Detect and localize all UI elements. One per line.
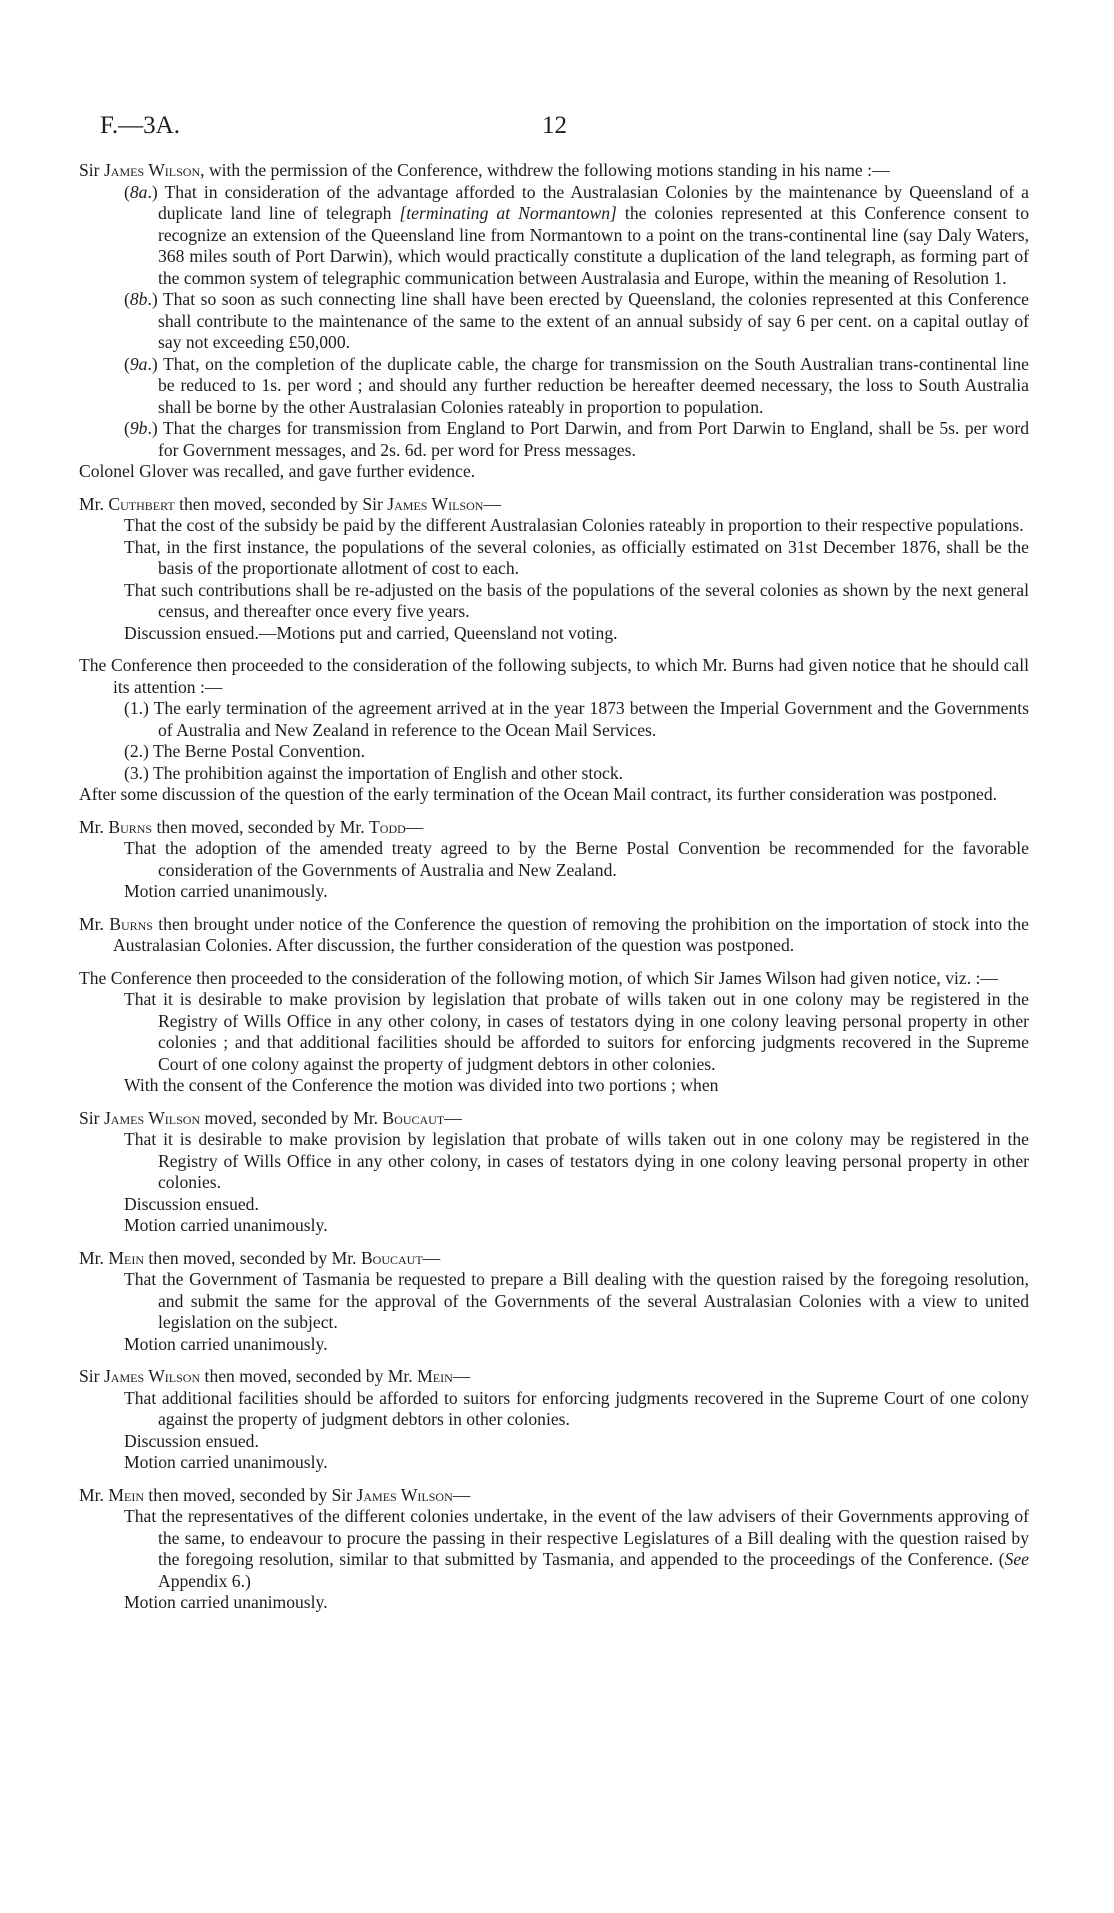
italic-text: [terminating at Normantown]: [399, 203, 617, 223]
text-run: then moved, seconded by Mr.: [152, 816, 370, 837]
text-run: moved, seconded by Mr.: [200, 1107, 383, 1128]
text-run: .) That, on the completion of the duplicate cable, the charge for transmission on the South Australian trans-continental line be reduced to 1s. per word ; and should any further reduction be hereafter deemed necessary, the loss to South Australia shall be borne by the other Australasian Colonies rateably in proportion to population.: [147, 353, 1029, 417]
paragraph: [79, 817, 1029, 839]
text-run: (: [124, 353, 130, 374]
paragraph: [79, 515, 1029, 537]
paragraph: [79, 1366, 1029, 1388]
document-reference: F.—3A.: [100, 112, 180, 139]
speaker-name: Mein: [417, 1366, 453, 1386]
paragraph: [79, 537, 1029, 580]
paragraph: [79, 1129, 1029, 1194]
paragraph: [79, 655, 1029, 698]
text-run: then moved, seconded by Mr.: [200, 1366, 418, 1386]
paragraph: [79, 182, 1029, 290]
text-run: That additional facilities should be afforded to suitors for enforcing judgments recovered in the Supreme Court of one colony against the property of judgment debtors in other colonies.: [124, 1387, 1029, 1429]
speaker-name: James Wilson: [356, 1484, 453, 1505]
text-run: .) That in consideration of the advantage afforded to the Australasian Colonies by the maintenance by Queensland of a duplicate land line of telegraph: [147, 181, 1029, 223]
text-run: Colonel Glover was recalled, and gave further evidence.: [79, 461, 476, 481]
speaker-name: James Wilson: [103, 160, 201, 180]
paragraph: [79, 1431, 1029, 1453]
paragraph: [79, 968, 1029, 990]
text-run: —: [422, 1247, 441, 1268]
speaker-name: James Wilson: [103, 1107, 201, 1128]
text-run: That it is desirable to make provision by legislation that probate of wills taken out in one colony may be registered in the Registry of Wills Office in any other colony, in cases of testators dying in one colony leaving personal property in other colonies ; and that additional facilities should be afforded to suitors for enforcing judgments recovered in the Supreme Court of one colony against the property of judgment debtors in other colonies.: [124, 989, 1029, 1074]
text-run: That the Government of Tasmania be requested to prepare a Bill dealing with the question raised by the foregoing resolution, and submit the same for the approval of the Governments of the several Australasian Colonies with a view to united legislation on the subject.: [124, 1269, 1029, 1332]
speaker-name: James Wilson: [387, 493, 484, 514]
text-run: The Conference then proceeded to the consideration of the following subjects, to which Mr. Burns had given notice that he should call its attention :—: [79, 655, 1029, 697]
text-run: That, in the first instance, the populations of the several colonies, as officially estimated on 31st December 1876, shall be the basis of the proportionate allotment of cost to each.: [124, 536, 1029, 578]
text-run: Sir: [79, 1107, 104, 1128]
text-run: —: [405, 816, 424, 837]
text-run: then moved, seconded by Mr.: [143, 1247, 361, 1268]
paragraph: [79, 623, 1029, 645]
text-run: That it is desirable to make provision by legislation that probate of wills taken out in one colony may be registered in the Registry of Wills Office in any other colony, in cases of testators dying in one colony leaving personal property in other colonies.: [124, 1129, 1029, 1192]
paragraph: [79, 1194, 1029, 1216]
text-run: Motion carried unanimously.: [124, 1592, 328, 1612]
paragraph: [79, 580, 1029, 623]
text-run: .) That so soon as such connecting line shall have been erected by Queensland, the colonies represented at this Conference shall contribute to the maintenance of the same to the extent of an annual subsidy of say 6 per cent. on a capital outlay of say not exceeding £50,000.: [147, 289, 1029, 352]
paragraph: [79, 763, 1029, 785]
text-run: Motion carried unanimously.: [124, 881, 328, 901]
text-run: Motion carried unanimously.: [124, 1452, 328, 1472]
text-run: Mr.: [79, 493, 109, 514]
paragraph: [79, 1452, 1029, 1474]
italic-text: 8a: [129, 181, 148, 202]
speaker-name: Mein: [108, 1484, 144, 1505]
paragraph: [79, 881, 1029, 903]
text-run: then moved, seconded by Sir: [143, 1484, 357, 1505]
speaker-name: Mein: [108, 1247, 144, 1268]
paragraph: [79, 160, 1029, 182]
paragraph: [79, 1215, 1029, 1237]
page-number: 12: [542, 112, 567, 139]
text-run: —: [444, 1107, 462, 1128]
text-run: With the consent of the Conference the motion was divided into two portions ; when: [124, 1075, 719, 1095]
paragraph: [79, 784, 1029, 806]
text-run: That the cost of the subsidy be paid by the different Australasian Colonies rateably in proportion to their respective populations.: [124, 515, 1024, 535]
speaker-name: James Wilson: [103, 1366, 201, 1386]
paragraph: [79, 1506, 1029, 1592]
text-run: (3.) The prohibition against the importation of English and other stock.: [124, 762, 624, 783]
paragraph: [79, 1248, 1029, 1270]
paragraph: [79, 914, 1029, 957]
speaker-name: Todd: [369, 816, 406, 837]
document-body: [79, 160, 1029, 1614]
text-run: Discussion ensued.—Motions put and carried, Queensland not voting.: [124, 622, 618, 643]
italic-text: 9a: [129, 353, 148, 374]
text-run: Motion carried unanimously.: [124, 1333, 328, 1354]
text-run: Motion carried unanimously.: [124, 1215, 328, 1235]
text-run: Appendix 6.): [158, 1570, 251, 1591]
paragraph: [79, 1334, 1029, 1356]
speaker-name: Cuthbert: [108, 493, 175, 514]
paragraph: [79, 354, 1029, 419]
text-run: Mr.: [79, 816, 109, 837]
paragraph: [79, 494, 1029, 516]
paragraph: [79, 741, 1029, 763]
text-run: (: [124, 181, 130, 202]
text-run: (2.) The Berne Postal Convention.: [124, 741, 366, 761]
text-run: then brought under notice of the Conference the question of removing the prohibition on the importation of stock into the Australasian Colonies. After discussion, the further consideration of the question was postponed.: [113, 913, 1029, 955]
text-run: Discussion ensued.: [124, 1193, 259, 1214]
text-run: .) That the charges for transmission from England to Port Darwin, and from Port Darwin to England, shall be 5s. per word for Government messages, and 2s. 6d. per word for Press messages.: [147, 418, 1029, 460]
paragraph: [79, 1108, 1029, 1130]
text-run: That such contributions shall be re-adjusted on the basis of the populations of the several colonies as shown by the next general census, and thereafter once every five years.: [124, 579, 1029, 621]
paragraph: [79, 1269, 1029, 1334]
paragraph: [79, 698, 1029, 741]
speaker-name: Boucaut: [360, 1247, 423, 1268]
text-run: (: [124, 289, 130, 309]
text-run: Sir: [79, 160, 104, 180]
italic-text: See: [1004, 1549, 1029, 1569]
paragraph: [79, 1592, 1029, 1614]
paragraph: [79, 1388, 1029, 1431]
italic-text: 9b: [129, 418, 148, 438]
paragraph: [79, 989, 1029, 1075]
paragraph: [79, 1485, 1029, 1507]
speaker-name: Burns: [109, 913, 153, 934]
text-run: Discussion ensued.: [124, 1430, 259, 1451]
text-run: After some discussion of the question of the early termination of the Ocean Mail contract, its further consideration was postponed.: [79, 784, 998, 804]
text-run: —: [452, 1366, 471, 1386]
paragraph: [79, 418, 1029, 461]
paragraph: [79, 461, 1029, 483]
text-run: Sir: [79, 1366, 104, 1386]
text-run: (1.) The early termination of the agreement arrived at in the year 1873 between the Imperial Government and the Governments of Australia and New Zealand in reference to the Ocean Mail Services.: [124, 698, 1029, 740]
text-run: Mr.: [79, 1247, 109, 1268]
italic-text: 8b: [129, 289, 148, 309]
text-run: Mr.: [79, 913, 110, 934]
text-run: That the representatives of the different colonies undertake, in the event of the law advisers of their Governments approving of the same, to endeavour to procure the passing in their respective Legislatures of a Bill dealing with the question raised by the foregoing resolution, similar to that submitted by Tasmania, and appended to the proceedings of the Conference. (: [124, 1506, 1029, 1569]
paragraph: [79, 289, 1029, 354]
text-run: then moved, seconded by Sir: [174, 493, 388, 514]
speaker-name: Boucaut: [382, 1107, 445, 1128]
text-run: The Conference then proceeded to the consideration of the following motion, of which Sir James Wilson had given notice, viz. :—: [79, 967, 998, 988]
text-run: , with the permission of the Conference, withdrew the following motions standing in his name :—: [200, 160, 890, 180]
text-run: the colonies represented at this Conference consent to recognize an extension of the Queensland line from Normantown to a point on the trans-continental line (say Daly Waters, 368 miles south of Port Darwin), which would practically constitute a duplication of the land telegraph, as forming part of the common system of telegraphic communication between Australasia and Europe, within the meaning of Resolution 1.: [158, 203, 1029, 288]
text-run: (: [124, 418, 130, 438]
speaker-name: Burns: [108, 816, 153, 837]
paragraph: [79, 838, 1029, 881]
paragraph: [79, 1075, 1029, 1097]
text-run: Mr.: [79, 1484, 109, 1505]
text-run: That the adoption of the amended treaty agreed to by the Berne Postal Convention be recommended for the favorable consideration of the Governments of Australia and New Zealand.: [124, 838, 1029, 880]
text-run: —: [452, 1484, 471, 1505]
page-header: [100, 112, 1020, 142]
text-run: —: [483, 493, 502, 514]
